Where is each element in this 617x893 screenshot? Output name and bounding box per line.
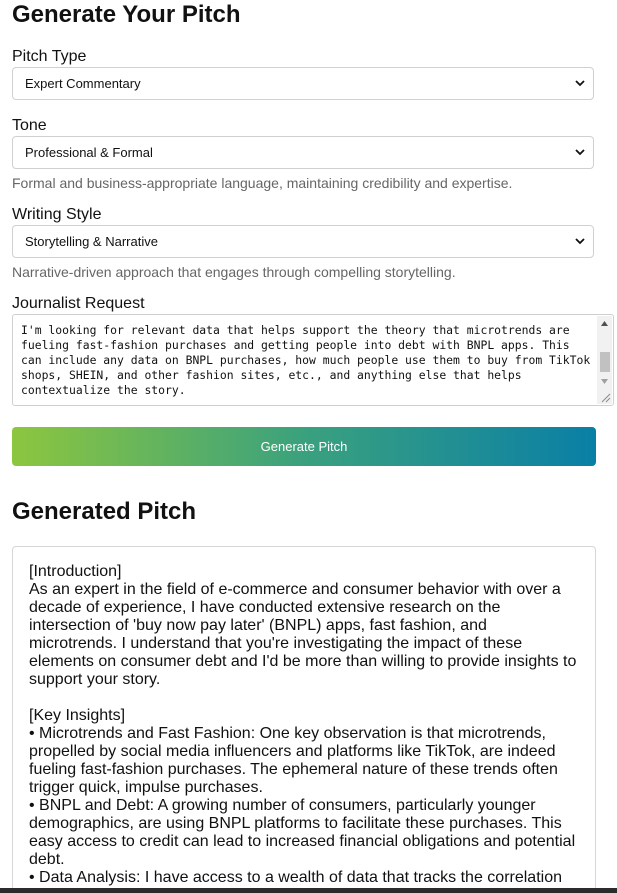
resize-grip-icon[interactable]: [599, 391, 611, 403]
pitch-type-label: Pitch Type: [12, 48, 87, 65]
insight-item: • Data Analysis: I have access to a wealth of data that tracks the correlation: [29, 869, 562, 886]
intro-paragraph: As an expert in the field of e-commerce and consumer behavior with over a decade of experience, I have conducted extensive research on the intersection of 'buy now pay later' (BNPL) apps, fast fashion, and microtrends. I understand that you're investigating the impact of these elements on consumer debt and I'd be more than willing to provide insights to support your story.: [29, 581, 577, 688]
arrow-down-icon[interactable]: [597, 374, 612, 388]
tone-select[interactable]: [12, 136, 594, 169]
insight-item: • Microtrends and Fast Fashion: One key observation is that microtrends, propelled by social media influencers and platforms like TikTok, are indeed fueling fast-fashion purchases. The ephemeral nature of these trends often trigger quick, impulse purchases.: [29, 725, 558, 796]
generated-pitch-title: Generated Pitch: [12, 498, 197, 525]
writing-style-value: Storytelling & Narrative: [25, 234, 158, 249]
scrollbar-thumb[interactable]: [600, 352, 610, 372]
tone-value: Professional & Formal: [25, 145, 153, 160]
generated-pitch-output: [12, 546, 596, 893]
tone-label: Tone: [12, 117, 47, 134]
arrow-up-icon[interactable]: [597, 316, 612, 330]
insight-item: • BNPL and Debt: A growing number of consumers, particularly younger demographics, are using BNPL platforms to facilitate these purchases. This easy access to credit can lead to increased financial obligations and potential debt.: [29, 797, 576, 868]
intro-heading: [Introduction]: [29, 563, 122, 580]
journalist-request-label: Journalist Request: [12, 295, 145, 312]
chevron-down-icon: [575, 147, 585, 157]
insights-heading: [Key Insights]: [29, 707, 126, 724]
journalist-request-textarea[interactable]: [12, 314, 614, 406]
bottom-bar: [0, 888, 617, 893]
chevron-down-icon: [575, 78, 585, 88]
tone-hint: Formal and business-appropriate language, maintaining credibility and expertise.: [12, 175, 513, 191]
generated-pitch-text: [29, 563, 579, 887]
writing-style-hint: Narrative-driven approach that engages through compelling storytelling.: [12, 264, 456, 280]
generate-pitch-button[interactable]: Generate Pitch: [12, 427, 596, 466]
pitch-type-select[interactable]: [12, 67, 594, 100]
chevron-down-icon: [575, 236, 585, 246]
journalist-request-text: I'm looking for relevant data that helps support the theory that microtrends are fueling fast-fashion purchases and getting people into debt with BNPL apps. This can include any data on BNPL purchases, how much people use them to buy from TikTok shops, SHEIN, and other fashion sites, etc., and anything else that helps contextualize the story.: [21, 323, 591, 397]
page-title: Generate Your Pitch: [12, 1, 241, 28]
pitch-type-value: Expert Commentary: [25, 76, 141, 91]
writing-style-select[interactable]: [12, 225, 594, 258]
writing-style-label: Writing Style: [12, 206, 102, 223]
